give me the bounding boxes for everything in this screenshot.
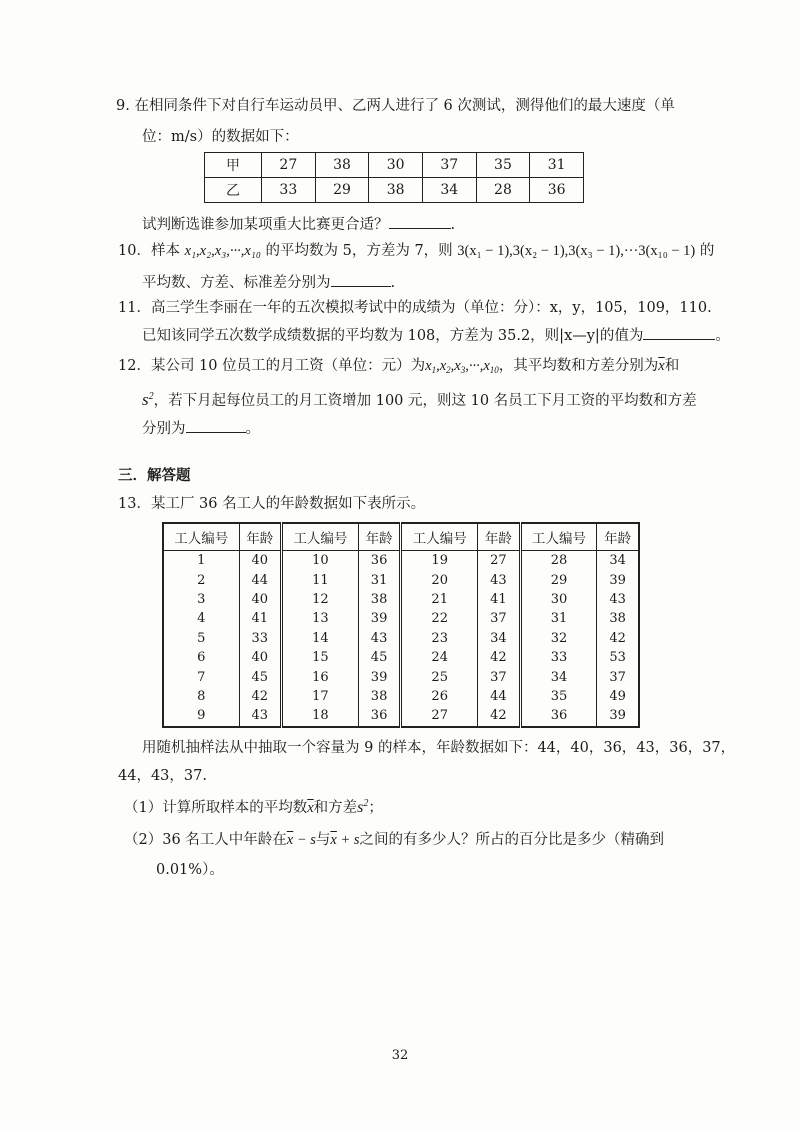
- q9-speed-cell: 31: [530, 153, 584, 178]
- worker-id-cell: 4: [163, 609, 239, 628]
- age-cell: 42: [239, 687, 282, 706]
- q9-speed-cell: 34: [422, 178, 476, 203]
- q12-line1c: 和: [664, 358, 680, 374]
- q10-suffix: 的: [699, 243, 715, 259]
- worker-id-cell: 1: [163, 551, 239, 571]
- table-row: [163, 551, 639, 571]
- header-worker-id: 工人编号: [520, 523, 597, 551]
- q9-speed-cell: 38: [315, 153, 369, 178]
- worker-id-cell: 5: [163, 629, 239, 648]
- age-cell: 36: [358, 706, 401, 726]
- worker-id-cell: 30: [520, 590, 597, 609]
- q13-lower-bound: $\overline{x} - s$: [286, 832, 316, 848]
- worker-id-cell: 14: [282, 629, 359, 648]
- age-cell: 27: [478, 551, 521, 571]
- age-cell: 31: [358, 570, 401, 589]
- q13-upper-bound: $\overline{x} + s$: [330, 832, 360, 848]
- q10-samples: x₁,x₂,x₃,···,x₁₀: [184, 243, 261, 259]
- header-worker-id: 工人编号: [163, 523, 239, 551]
- q9-speed-cell: 36: [530, 178, 584, 203]
- worker-id-cell: 10: [282, 551, 359, 571]
- age-cell: 45: [358, 648, 401, 667]
- table-row: [163, 609, 639, 628]
- q12-mean-symbol: $\overline{x}$: [658, 358, 665, 374]
- worker-id-cell: 11: [282, 570, 359, 589]
- age-cell: 44: [239, 570, 282, 589]
- q13-part2a: （2）36 名工人中年龄在: [124, 832, 287, 848]
- table-row: [163, 706, 639, 726]
- age-cell: 41: [239, 609, 282, 628]
- q12-samples: $x_1,x_2,x_3,\cdot\cdot\cdot,x_{10}$: [425, 358, 499, 375]
- page-number: 32: [391, 1048, 409, 1063]
- worker-id-cell: 16: [282, 667, 359, 686]
- q11-answer-blank: [643, 325, 715, 340]
- worker-id-cell: 26: [401, 687, 478, 706]
- q12-variance-symbol: $s^2$: [142, 390, 154, 409]
- age-cell: 34: [478, 629, 521, 648]
- age-cell: 38: [597, 609, 639, 628]
- worker-id-cell: 35: [520, 687, 597, 706]
- age-cell: 44: [478, 687, 521, 706]
- worker-id-cell: 32: [520, 629, 597, 648]
- q9-line1: 9. 在相同条件下对自行车运动员甲、乙两人进行了 6 次测试，测得他们的最大速度（单: [116, 98, 675, 114]
- q9-speed-table: [204, 152, 584, 203]
- q13-part1a: （1）计算所取样本的平均数: [124, 800, 308, 816]
- age-cell: 53: [597, 648, 639, 667]
- table-row: [163, 570, 639, 589]
- age-cell: 45: [239, 667, 282, 686]
- worker-id-cell: 18: [282, 706, 359, 726]
- worker-id-cell: 27: [401, 706, 478, 726]
- age-cell: 39: [358, 667, 401, 686]
- age-cell: 40: [239, 551, 282, 571]
- age-cell: 43: [239, 706, 282, 726]
- q12-line2-text: ，若下月起每位员工的月工资增加 100 元，则这 10 名员工下月工资的平均数和方差: [153, 393, 697, 409]
- age-cell: 37: [478, 609, 521, 628]
- age-cell: 37: [597, 667, 639, 686]
- q9-speed-cell: 29: [315, 178, 369, 203]
- q12-line1a: 12．某公司 10 位员工的月工资（单位：元）为: [118, 358, 426, 374]
- q13-part2: [124, 830, 664, 850]
- q9-row: [205, 153, 584, 178]
- q12-line1b: ，其平均数和方差分别为: [498, 358, 659, 374]
- worker-id-cell: 6: [163, 648, 239, 667]
- q9-answer-blank: [389, 214, 451, 229]
- q13-part1: [124, 798, 383, 818]
- q9-speed-cell: 27: [262, 153, 316, 178]
- age-cell: 36: [358, 551, 401, 571]
- age-cell: 43: [358, 629, 401, 648]
- worker-id-cell: 25: [401, 667, 478, 686]
- section-heading: 三．解答题: [118, 467, 191, 484]
- age-cell: 37: [478, 667, 521, 686]
- q10-line1: [118, 241, 714, 261]
- q9-speed-cell: 35: [476, 153, 530, 178]
- q13-variance-symbol: $s^2$: [357, 798, 369, 816]
- worker-id-cell: 31: [520, 609, 597, 628]
- age-cell: 41: [478, 590, 521, 609]
- q13-mean-symbol: $\overline{x}$: [307, 800, 314, 816]
- age-cell: 43: [478, 570, 521, 589]
- age-cell: 38: [358, 687, 401, 706]
- q12-answer-blank: [186, 418, 246, 433]
- worker-id-cell: 24: [401, 648, 478, 667]
- q9-line2: 位：m/s）的数据如下：: [142, 129, 299, 145]
- worker-id-cell: 7: [163, 667, 239, 686]
- age-cell: 40: [239, 590, 282, 609]
- worker-id-cell: 20: [401, 570, 478, 589]
- header-age: 年龄: [239, 523, 282, 551]
- q10-middle: 的平均数为 5，方差为 7，则: [265, 243, 453, 259]
- q10-prefix: 10．样本: [118, 243, 180, 259]
- age-cell: 42: [478, 648, 521, 667]
- q10-line2: 平均数、方差、标准差分别为 .: [142, 272, 395, 293]
- q10-expression: 3(x₁ − 1),3(x₂ − 1),3(x₃ − 1),···3(x₁₀ − 1): [457, 243, 696, 259]
- q12-line3: 分别为 。: [142, 418, 260, 439]
- age-cell: 38: [358, 590, 401, 609]
- q13-sample-line2: 44，43，37.: [118, 768, 207, 784]
- worker-id-cell: 12: [282, 590, 359, 609]
- q11-line1: 11．高三学生李丽在一年的五次模拟考试中的成绩为（单位：分）：x，y，105，109，110.: [118, 300, 712, 316]
- q10-answer-blank: [331, 272, 391, 287]
- q13-part2-cont: 0.01%）。: [156, 862, 224, 878]
- age-cell: 39: [597, 570, 639, 589]
- q12-line1: [118, 356, 679, 376]
- q9-speed-cell: 30: [369, 153, 423, 178]
- q11-line2-text: 已知该同学五次数学成绩数据的平均数为 108，方差为 35.2，则|x—y|的值为: [142, 328, 644, 344]
- header-worker-id: 工人编号: [282, 523, 359, 551]
- age-cell: 39: [358, 609, 401, 628]
- header-worker-id: 工人编号: [401, 523, 478, 551]
- table-row: [163, 667, 639, 686]
- worker-id-cell: 8: [163, 687, 239, 706]
- q13-part1c: ；: [368, 800, 383, 816]
- q9-question: 试判断选谁参加某项重大比赛更合适？ .: [142, 214, 455, 235]
- header-age: 年龄: [358, 523, 401, 551]
- q9-speed-cell: 38: [369, 178, 423, 203]
- worker-id-cell: 22: [401, 609, 478, 628]
- q9-row: [205, 178, 584, 203]
- q13-sample-line1: 用随机抽样法从中抽取一个容量为 9 的样本，年龄数据如下：44，40，36，43，36，37，: [142, 740, 736, 756]
- worker-id-cell: 3: [163, 590, 239, 609]
- q11-line2: 已知该同学五次数学成绩数据的平均数为 108，方差为 35.2，则|x—y|的值为 。: [142, 325, 730, 346]
- q13-age-table: [162, 522, 640, 728]
- worker-id-cell: 9: [163, 706, 239, 726]
- worker-id-cell: 23: [401, 629, 478, 648]
- table-row: [163, 590, 639, 609]
- age-cell: 42: [597, 629, 639, 648]
- q9-speed-cell: 37: [422, 153, 476, 178]
- age-cell: 42: [478, 706, 521, 726]
- age-cell: 34: [597, 551, 639, 571]
- worker-id-cell: 19: [401, 551, 478, 571]
- worker-id-cell: 33: [520, 648, 597, 667]
- worker-id-cell: 2: [163, 570, 239, 589]
- q10-line2-text: 平均数、方差、标准差分别为: [142, 275, 331, 291]
- header-age: 年龄: [597, 523, 639, 551]
- age-cell: 40: [239, 648, 282, 667]
- q13-part2b: 与: [315, 832, 331, 848]
- worker-id-cell: 21: [401, 590, 478, 609]
- q13-intro: 13．某工厂 36 名工人的年龄数据如下表所示。: [118, 496, 426, 512]
- q9-question-text: 试判断选谁参加某项重大比赛更合适？: [142, 217, 389, 233]
- q12-line3-text: 分别为: [142, 421, 186, 437]
- q9-rider-name: 乙: [205, 178, 262, 203]
- age-cell: 49: [597, 687, 639, 706]
- q9-rider-name: 甲: [205, 153, 262, 178]
- q13-part2c: 之间的有多少人？所占的百分比是多少（精确到: [359, 832, 665, 848]
- q13-part1b: 和方差: [313, 800, 358, 816]
- table-row: [163, 648, 639, 667]
- worker-id-cell: 17: [282, 687, 359, 706]
- q9-speed-cell: 28: [476, 178, 530, 203]
- worker-id-cell: 28: [520, 551, 597, 571]
- worker-id-cell: 34: [520, 667, 597, 686]
- q9-speed-cell: 33: [262, 178, 316, 203]
- table-row: [163, 687, 639, 706]
- table-row: [163, 629, 639, 648]
- age-cell: 43: [597, 590, 639, 609]
- q12-line2: [142, 390, 697, 411]
- worker-id-cell: 29: [520, 570, 597, 589]
- age-cell: 33: [239, 629, 282, 648]
- header-age: 年龄: [478, 523, 521, 551]
- worker-id-cell: 13: [282, 609, 359, 628]
- age-cell: 39: [597, 706, 639, 726]
- worker-id-cell: 36: [520, 706, 597, 726]
- worker-id-cell: 15: [282, 648, 359, 667]
